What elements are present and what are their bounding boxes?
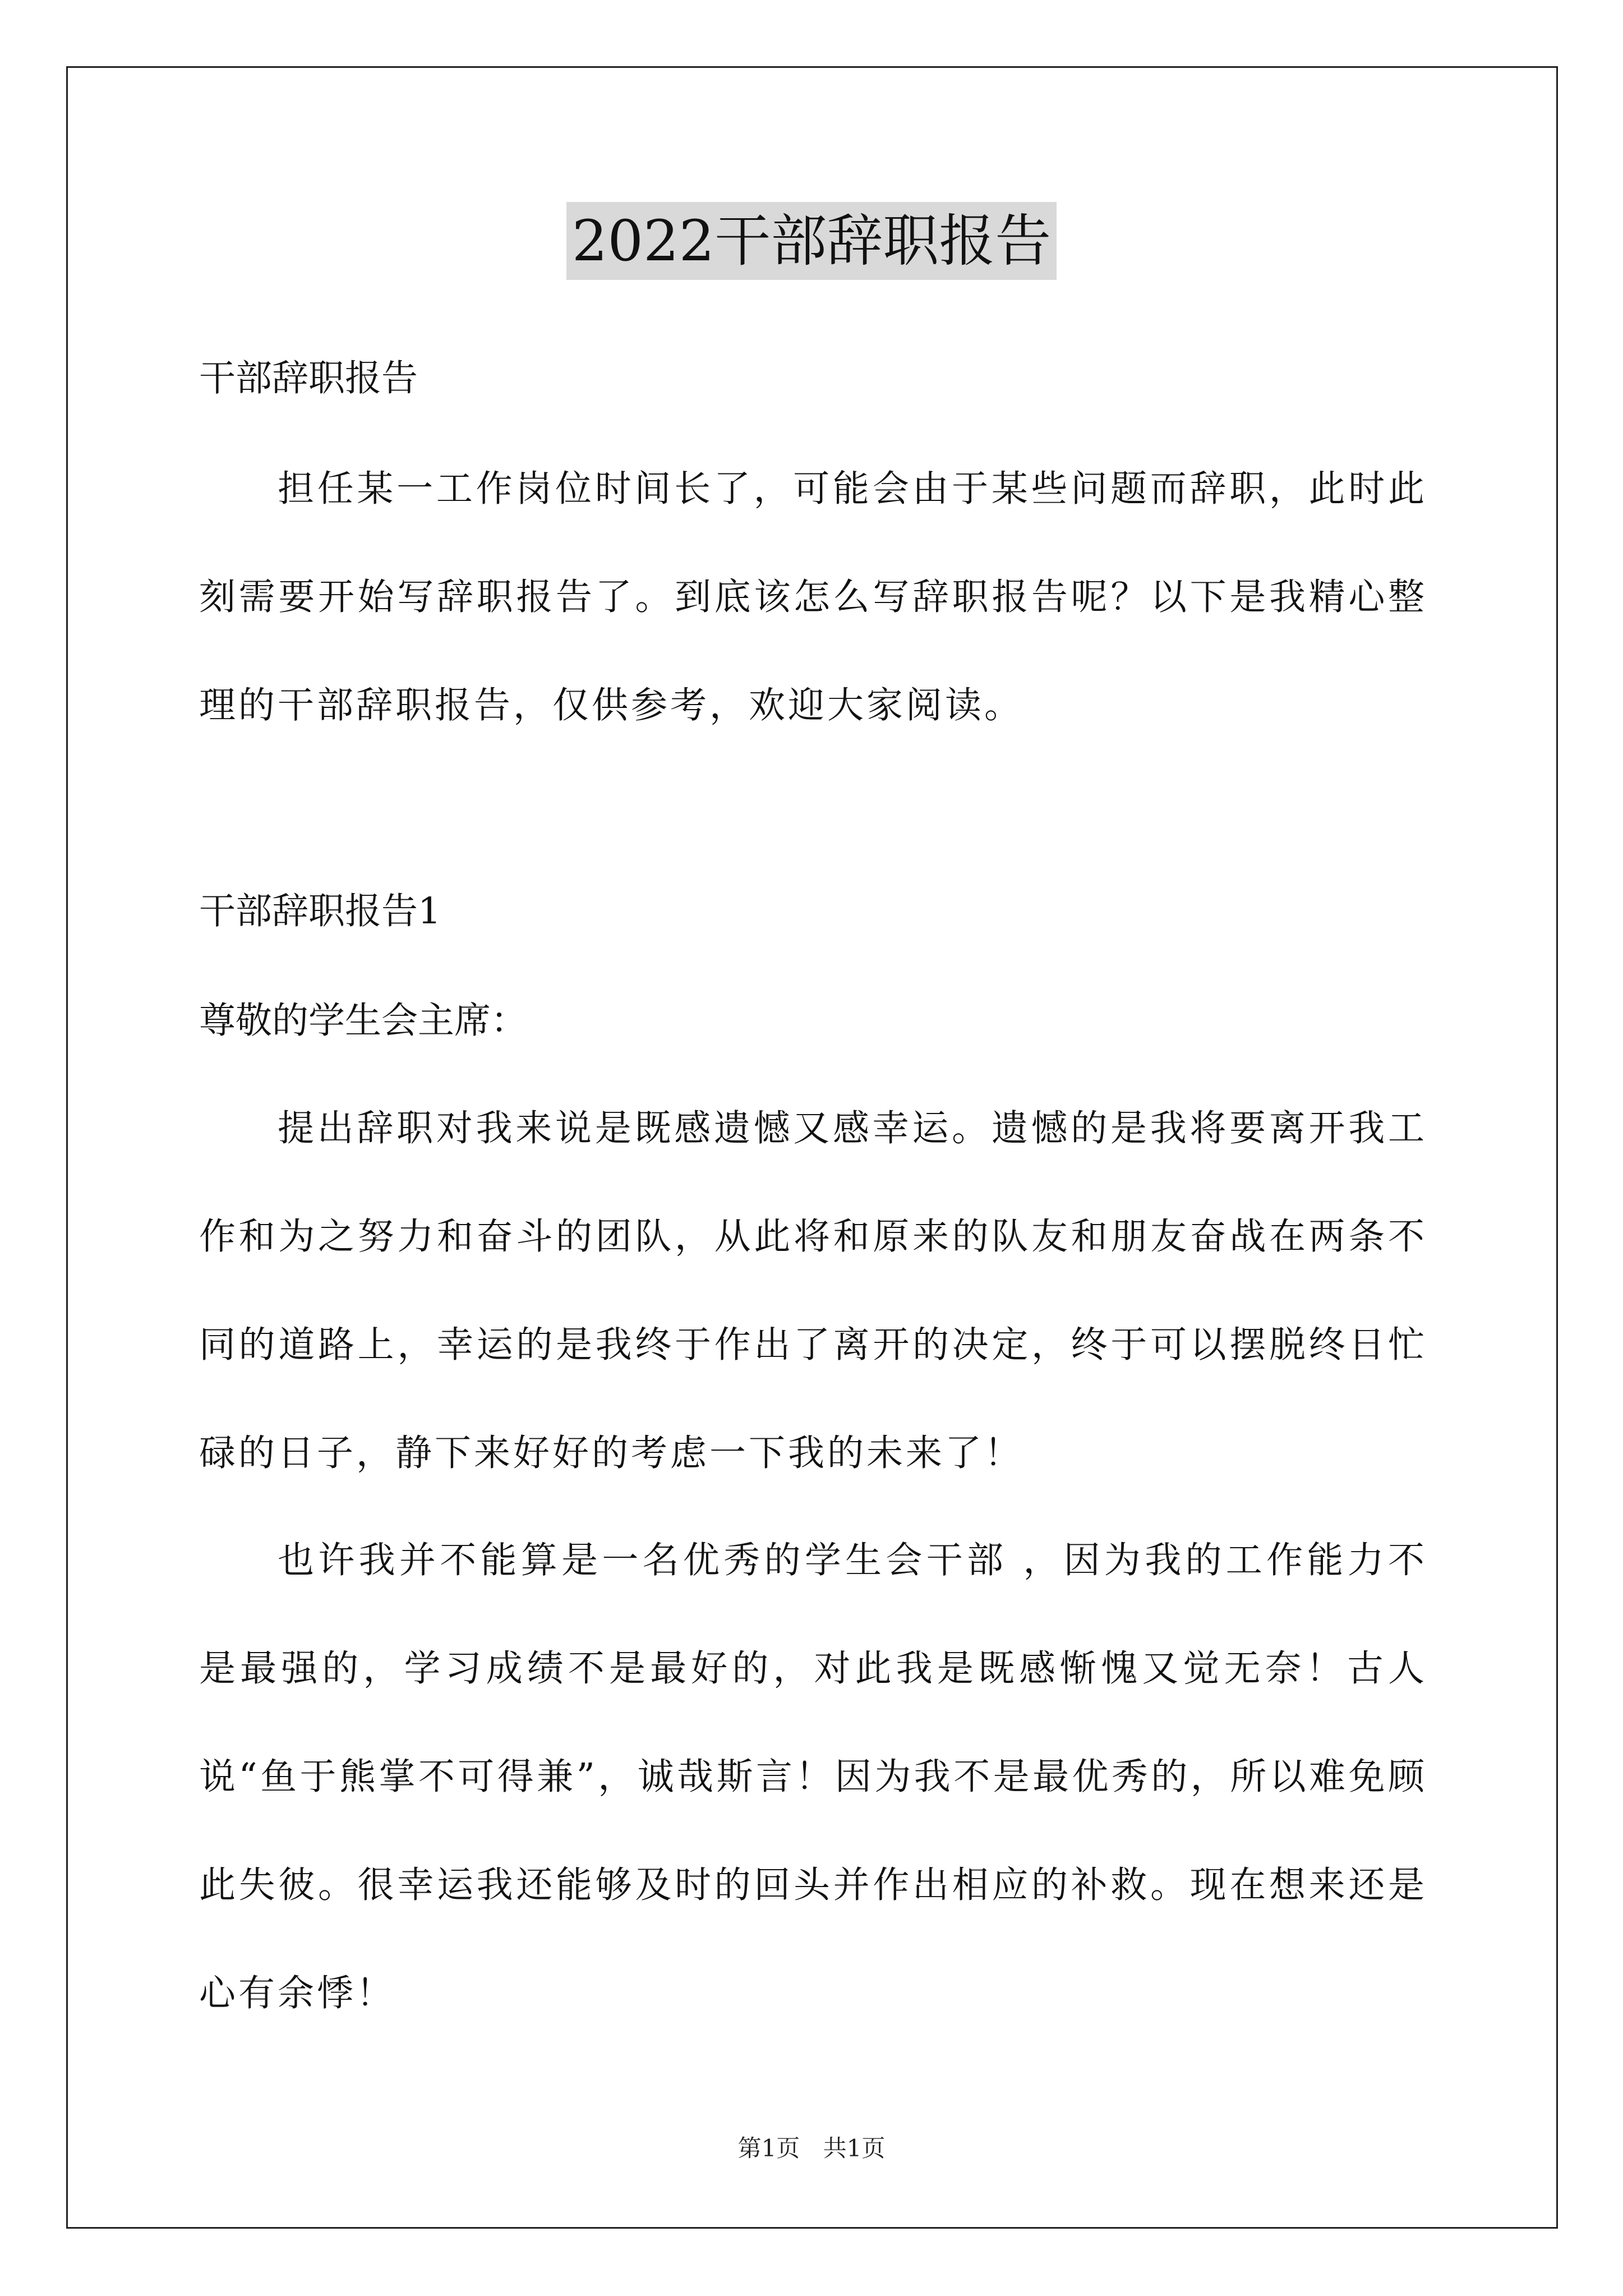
intro-paragraph: 担任某一工作岗位时间长了，可能会由于某些问题而辞职，此时此刻需要开始写辞职报告了。到底该怎么写辞职报告呢？以下是我精心整理的干部辞职报告，仅供参考，欢迎大家阅读。 bbox=[199, 468, 1427, 726]
section-heading-1: 干部辞职报告1 bbox=[199, 890, 441, 932]
page-number: 第1页 bbox=[737, 2134, 800, 2162]
title-container bbox=[0, 202, 1623, 280]
body-paragraph-2: 也许我并不能算是一名优秀的学生会干部 ，因为我的工作能力不是最强的，学习成绩不是最好的，对此我是既感惭愧又觉无奈！古人说“鱼于熊掌不可得兼”，诚哉斯言！因为我不是最优秀的，所以难免顾此失彼。很幸运我还能够及时的回头并作出相应的补救。现在想来还是心有余悸！ bbox=[199, 1539, 1427, 2014]
page-total: 共1页 bbox=[823, 2134, 886, 2162]
section-heading: 干部辞职报告 bbox=[199, 357, 418, 399]
salutation: 尊敬的学生会主席： bbox=[199, 1000, 528, 1042]
page-footer bbox=[0, 2132, 1623, 2165]
body-paragraph-1: 提出辞职对我来说是既感遗憾又感幸运。遗憾的是我将要离开我工作和为之努力和奋斗的团队，从此将和原来的队友和朋友奋战在两条不同的道路上，幸运的是我终于作出了离开的决定，终于可以摆脱终日忙碌的日子，静下来好好的考虑一下我的未来了！ bbox=[199, 1107, 1427, 1474]
document-title: 2022干部辞职报告 bbox=[566, 202, 1057, 280]
